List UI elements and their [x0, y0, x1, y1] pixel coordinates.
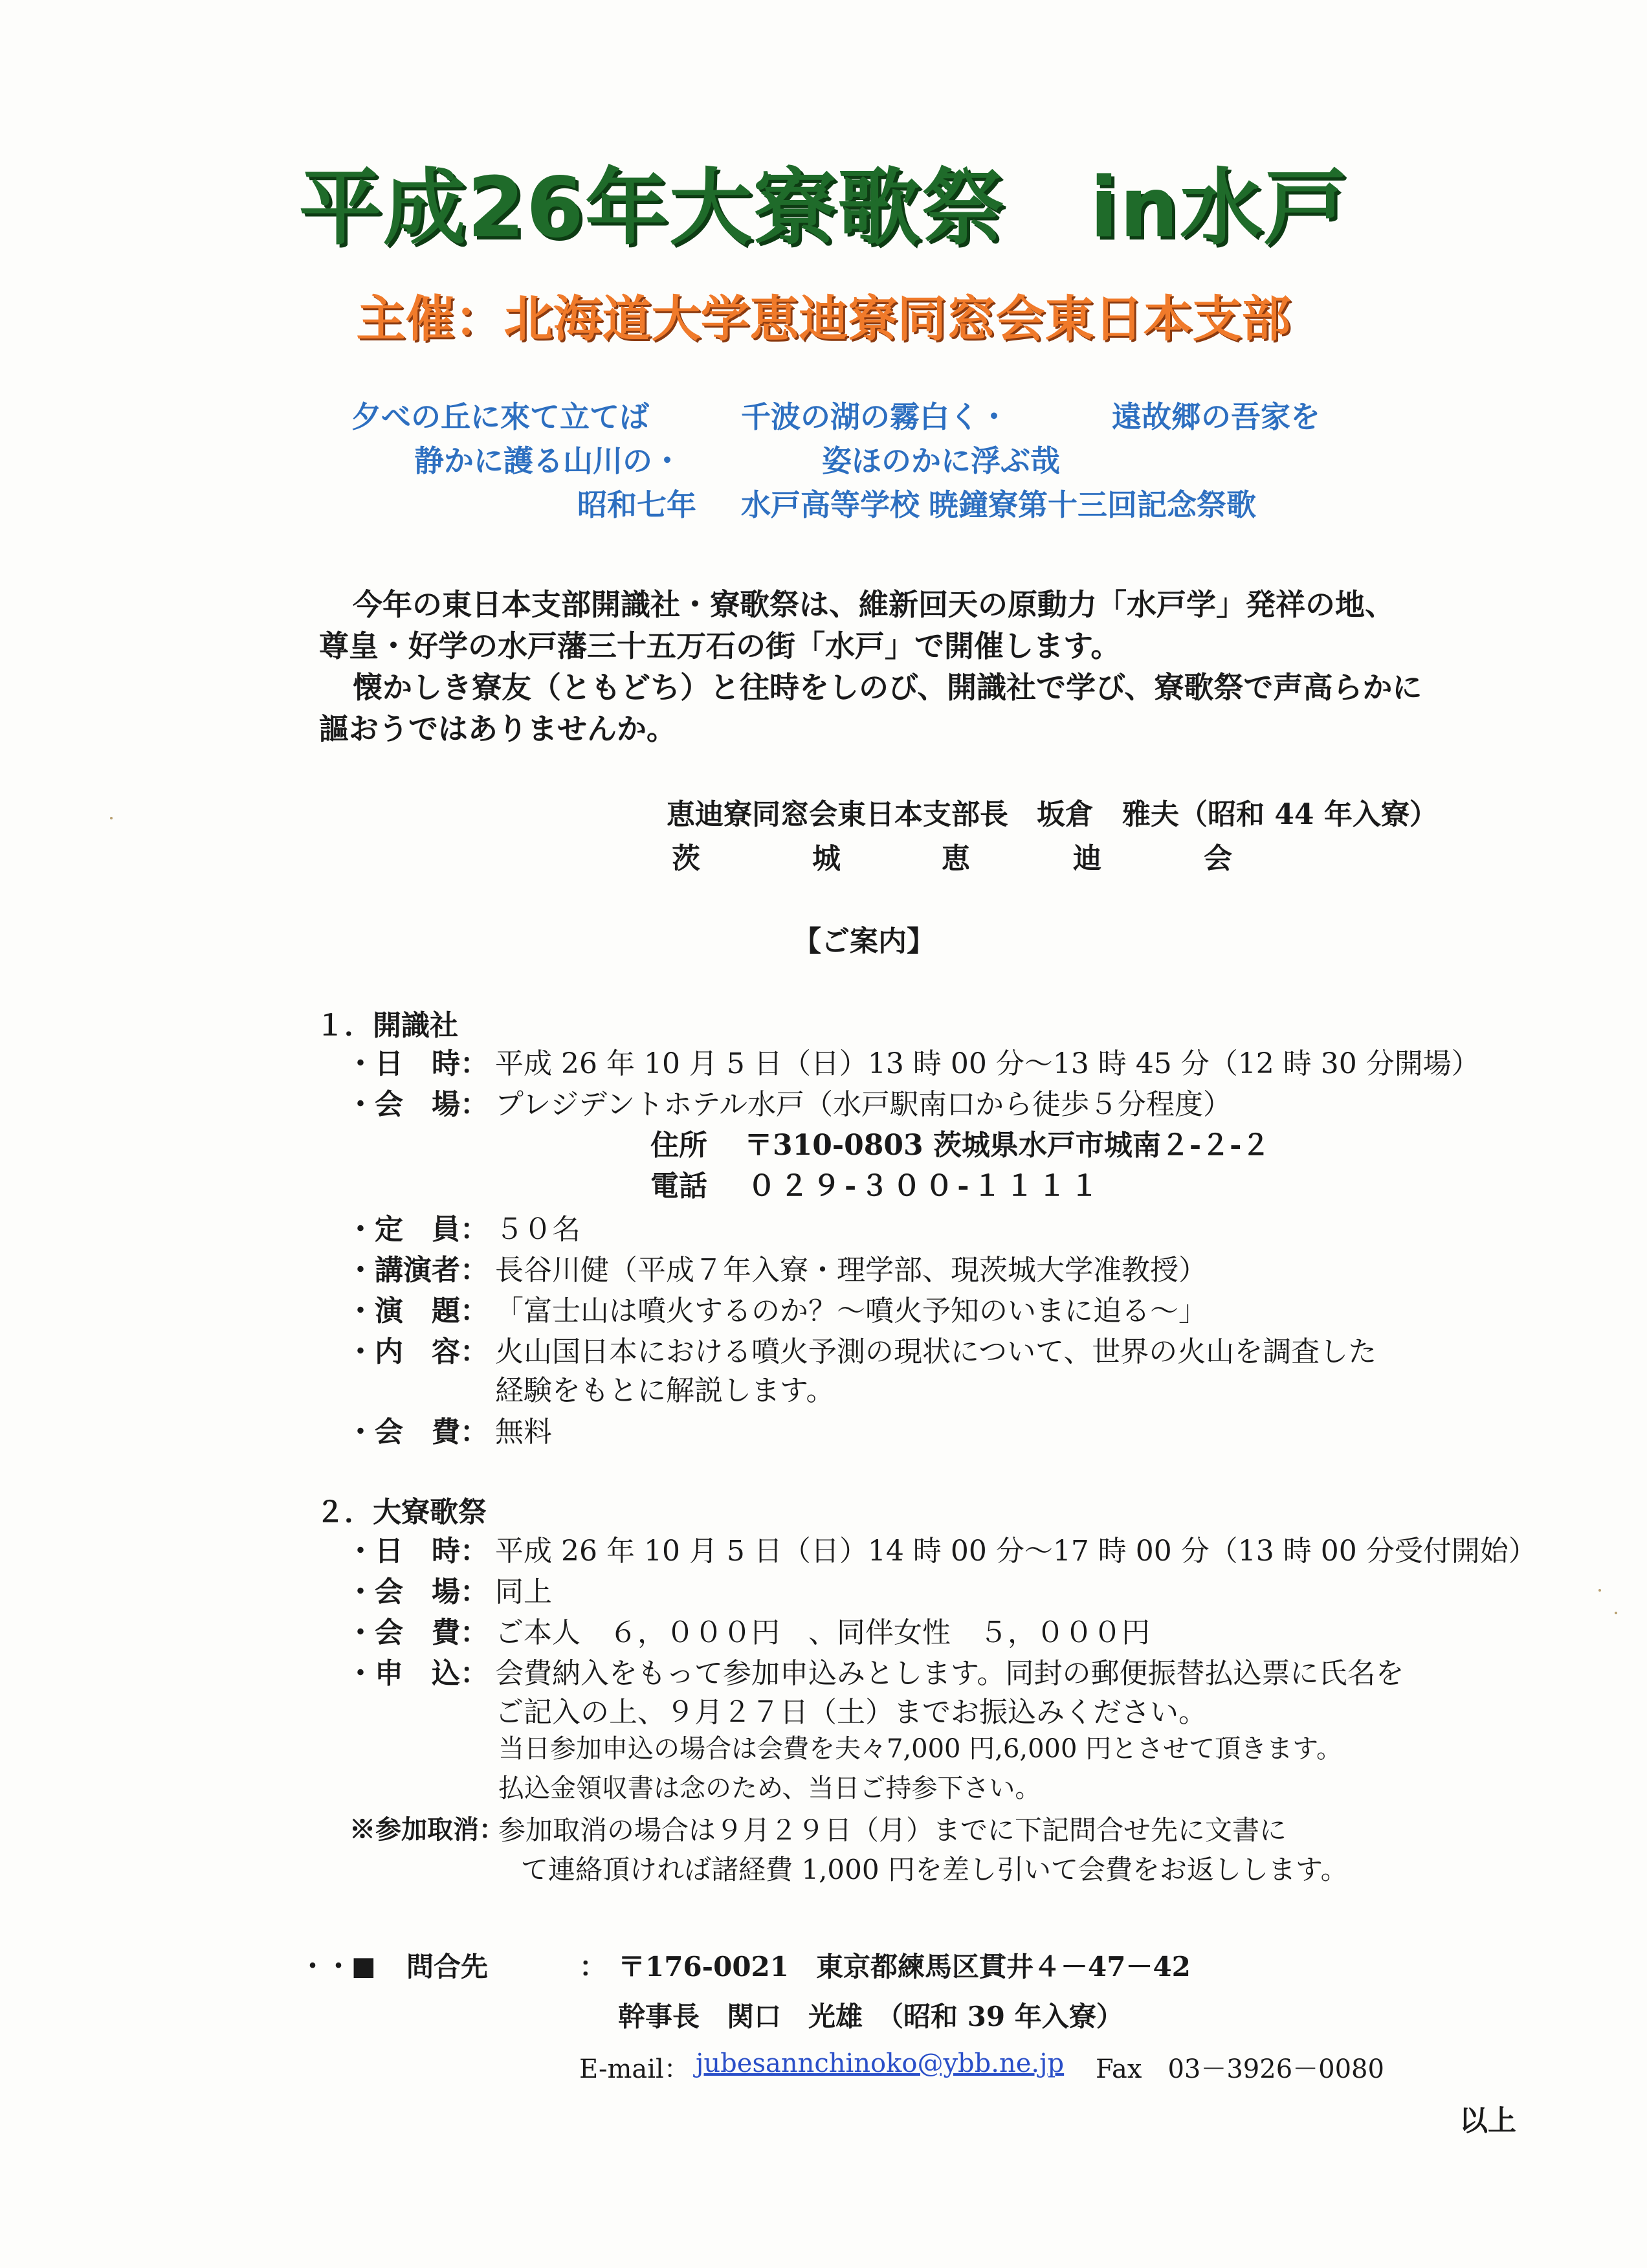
poem-line1-part1: 夕べの丘に來て立てば — [351, 399, 649, 434]
section2-heading: ２．大寮歌祭 — [316, 1496, 487, 1529]
section2-cancel-value1: 参加取消の場合は９月２９日（月）までに下記問合せ先に文書に — [498, 1814, 1287, 1846]
poem-line2-part2: 姿ほのかに浮ぶ哉 — [822, 443, 1060, 478]
section1-fee-value: 無料 — [495, 1416, 552, 1449]
section2-apply-value3: 当日参加申込の場合は会費を夫々7,000 円,6,000 円とさせて頂きます。 — [498, 1734, 1342, 1764]
signature-char-5: 会 — [1204, 842, 1232, 875]
poem-line1-part2: 千波の湖の霧白く・ — [741, 399, 1009, 434]
section1-date-value: 平成 26 年 10 月 5 日（日）13 時 00 分～13 時 45 分（12 時 30 分開場） — [495, 1047, 1480, 1080]
poem-line3-part2: 水戸高等学校 — [741, 487, 920, 522]
section2-cancel-label: ※参加取消： — [349, 1814, 505, 1845]
signature-char-3: 恵 — [942, 842, 970, 875]
intro-p1-line1: 今年の東日本支部開識社・寮歌祭は、維新回天の原動力「水戸学」発祥の地、 — [353, 587, 1395, 622]
section2-date-label: ・日 時： — [346, 1535, 489, 1568]
poem-line1-part3: 遠故郷の吾家を — [1112, 399, 1320, 434]
section2-apply-label: ・申 込： — [346, 1657, 489, 1690]
contact-bullet: ・・■ — [300, 1951, 376, 1981]
section1-venue-value: プレジデントホテル水戸（水戸駅南口から徒歩５分程度） — [495, 1088, 1232, 1121]
guide-heading: 【ご案内】 — [793, 925, 935, 958]
scan-speck — [110, 817, 113, 819]
section1-fee-label: ・会 費： — [346, 1416, 489, 1449]
section1-content-value2: 経験をもとに解説します。 — [495, 1374, 835, 1407]
section1-date-label: ・日 時： — [346, 1047, 489, 1080]
page-title: 平成26年大寮歌祭 in水戸 — [298, 160, 1349, 256]
scan-speck — [1598, 1589, 1601, 1592]
section2-cancel-value2: て連絡頂ければ諸経費 1,000 円を差し引いて会費をお返しします。 — [521, 1854, 1348, 1885]
contact-address: 〒176-0021 東京都練馬区貫井４－47－42 — [618, 1951, 1191, 1983]
section1-address-value: 〒310-0803 茨城県水戸市城南２-２-２ — [744, 1129, 1270, 1162]
section1-content-label: ・内 容： — [346, 1335, 489, 1368]
section1-content-value1: 火山国日本における噴火予測の現状について、世界の火山を調査した — [495, 1335, 1377, 1368]
intro-p1-line2: 尊皇・好学の水戸藩三十五万石の街「水戸」で開催します。 — [319, 628, 1121, 663]
signature-char-1: 茨 — [672, 842, 700, 875]
contact-email-link[interactable]: jubesannchinoko@ybb.ne.jp — [696, 2049, 1065, 2078]
closing-mark: 以上 — [1459, 2104, 1516, 2137]
section2-apply-value2: ご記入の上、９月２７日（土）までお振込みください。 — [495, 1696, 1207, 1729]
section1-heading: １．開識社 — [316, 1009, 458, 1042]
section1-capacity-value: ５０名 — [495, 1213, 580, 1246]
contact-fax: Fax 03－3926－0080 — [1096, 2054, 1384, 2084]
sponsor-line: 主催：北海道大学恵迪寮同窓会東日本支部 — [356, 290, 1291, 348]
poem-line3-part3: 暁鐘寮第十三回記念祭歌 — [929, 487, 1256, 522]
section2-apply-value4: 払込金領収書は念のため、当日ご持参下さい。 — [498, 1773, 1041, 1803]
poem-line3-part1: 昭和七年 — [577, 487, 696, 522]
contact-label: 問合先 — [406, 1951, 489, 1983]
section2-apply-value1: 会費納入をもって参加申込みとします。同封の郵便振替払込票に氏名を — [495, 1657, 1404, 1690]
section2-venue-label: ・会 場： — [346, 1575, 489, 1608]
section1-topic-value: 「富士山は噴火するのか？～噴火予知のいまに迫る～」 — [495, 1295, 1207, 1328]
section1-venue-label: ・会 場： — [346, 1088, 489, 1121]
section1-address-label: 住所 — [650, 1129, 707, 1162]
section2-venue-value: 同上 — [495, 1575, 552, 1608]
contact-email-label: E-mail： — [579, 2054, 690, 2084]
contact-colon: ： — [579, 1951, 607, 1983]
section2-date-value: 平成 26 年 10 月 5 日（日）14 時 00 分～17 時 00 分（13 時 00 分受付開始） — [495, 1535, 1537, 1568]
section2-fee-label: ・会 費： — [346, 1616, 489, 1649]
intro-p2-line1: 懐かしき寮友（ともどち）と往時をしのび、開識社で学び、寮歌祭で声高らかに — [353, 670, 1422, 705]
section1-phone-value: ０２９-３００-１１１１ — [747, 1170, 1103, 1203]
scan-speck — [1615, 1612, 1617, 1614]
contact-secretary: 幹事長 関口 光雄 （昭和 39 年入寮） — [618, 2001, 1123, 2032]
signature-char-4: 迪 — [1073, 842, 1101, 875]
section1-capacity-label: ・定 員： — [346, 1213, 489, 1246]
intro-p2-line2: 謳おうではありませんか。 — [319, 711, 676, 746]
section1-speaker-label: ・講演者： — [346, 1254, 489, 1287]
section1-phone-label: 電話 — [650, 1170, 707, 1203]
section1-topic-label: ・演 題： — [346, 1295, 489, 1328]
signature-char-2: 城 — [812, 842, 841, 875]
section1-speaker-value: 長谷川健（平成７年入寮・理学部、現茨城大学准教授） — [495, 1254, 1207, 1287]
signature-line1: 恵迪寮同窓会東日本支部長 坂倉 雅夫（昭和 44 年入寮） — [667, 798, 1438, 831]
poem-line2-part1: 静かに護る山川の・ — [414, 443, 682, 478]
section2-fee-value: ご本人 ６，０００円 、同伴女性 ５，０００円 — [495, 1616, 1150, 1649]
